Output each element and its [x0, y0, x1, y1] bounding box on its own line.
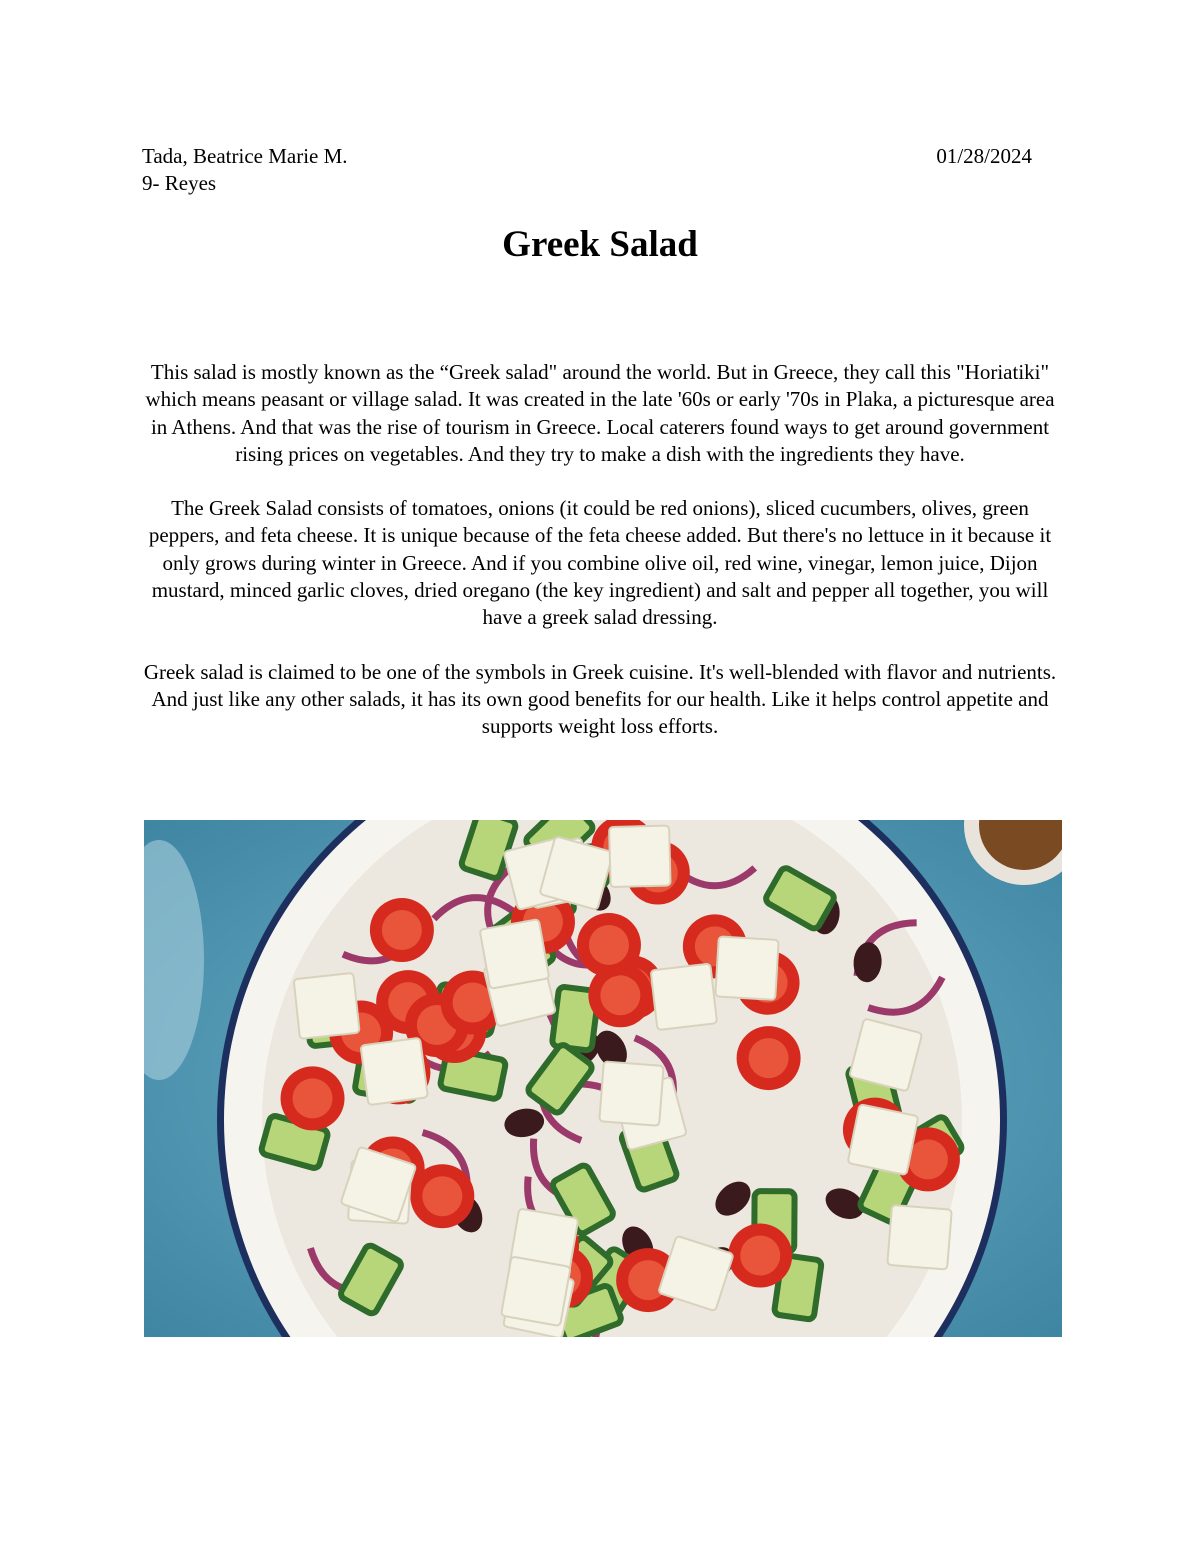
tomato-core	[749, 1038, 789, 1078]
paragraph-history: This salad is mostly known as the “Greek salad" around the world. But in Greece, they call this "Horiatiki" which means peasant or village salad. It was created in the late '60s or early '70s in Plaka, a picturesque area in Athens. And that was the rise of tourism in Greece. Local caterers found ways to get around government rising prices on vegetables. And they try to make a dish with the ingredients they have.	[145, 360, 1055, 466]
feta-cube	[848, 1104, 919, 1175]
greek-salad-photo	[144, 820, 1062, 1337]
page-title: Greek Salad	[502, 224, 698, 265]
feta-cube	[715, 936, 778, 999]
tomato-core	[453, 983, 493, 1023]
feta-cube	[599, 1061, 663, 1125]
feta-cube	[651, 964, 717, 1030]
tomato-core	[600, 975, 640, 1015]
tomato-core	[422, 1176, 462, 1216]
tomato-core	[382, 910, 422, 950]
paragraph-ingredients: The Greek Salad consists of tomatoes, onions (it could be red onions), sliced cucumbers, olives, green peppers, and feta cheese. It is unique because of the feta cheese added. But there's no lettuce in it because it only grows during winter in Greece. And if you combine olive oil, red wine, vinegar, lemon juice, Dijon mustard, minced garlic cloves, dried oregano (the key ingredient) and salt and pepper all together, you will have a greek salad dressing.	[148, 496, 1052, 630]
feta-cube	[887, 1205, 952, 1270]
tomato-core	[740, 1236, 780, 1276]
feta-cube	[501, 1256, 571, 1326]
feta-cube	[294, 973, 360, 1039]
student-name: Tada, Beatrice Marie M.	[142, 144, 348, 168]
document-date: 01/28/2024	[936, 144, 1032, 168]
body-text	[140, 359, 1060, 768]
tomato-core	[293, 1078, 333, 1118]
feta-cube	[609, 826, 671, 888]
feta-cube	[360, 1038, 427, 1105]
feta-cube	[480, 919, 550, 989]
paragraph-benefits: Greek salad is claimed to be one of the symbols in Greek cuisine. It's well-blended with flavor and nutrients. And just like any other salads, it has its own good benefits for our health. Like it helps control appetite and supports weight loss efforts.	[143, 659, 1057, 739]
tomato-core	[589, 925, 629, 965]
tomato-core	[908, 1139, 948, 1179]
class-section: 9- Reyes	[142, 171, 217, 195]
